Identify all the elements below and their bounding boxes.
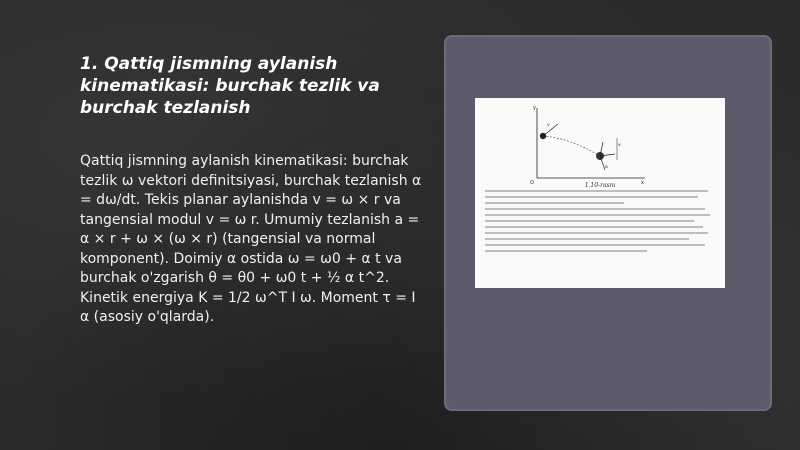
x-axis-label: x	[641, 180, 644, 186]
accel-label: a	[605, 165, 608, 170]
slide-body-text: Qattiq jismning aylanish kinematikasi: burchak tezlik ω vektori definitsiyasi, burchak tezlanish α = dω/dt. Tekis planar aylanishda v = ω × r va tangensial modul v = ω r. Umumiy tezlanish a = α × r + ω × (ω × r) (tangensial va normal komponent). Doimiy α ostida ω = ω0 + α t va burchak o'zgarish θ = θ0 + ω0 t + ½ α t^2. Kinetik energiya K = 1/2 ω^T I ω. Moment τ = I α (asosiy o'qlarda).	[80, 153, 422, 325]
figure-caption: 1.10-rasm	[584, 182, 616, 189]
trajectory-path	[543, 136, 600, 156]
scanned-page-image	[475, 98, 725, 288]
y-axis-label: y	[533, 105, 536, 111]
velocity-label-1: v	[547, 123, 550, 128]
slide-title: 1. Qattiq jismning aylanish kinematikasi: burchak tezlik va burchak tezlanish	[80, 54, 380, 118]
velocity-label-2: v	[618, 143, 621, 148]
velocity-vector-1	[543, 124, 558, 136]
motion-diagram	[475, 98, 725, 188]
origin-label: O	[530, 180, 534, 186]
scanned-text-lines	[485, 190, 717, 256]
